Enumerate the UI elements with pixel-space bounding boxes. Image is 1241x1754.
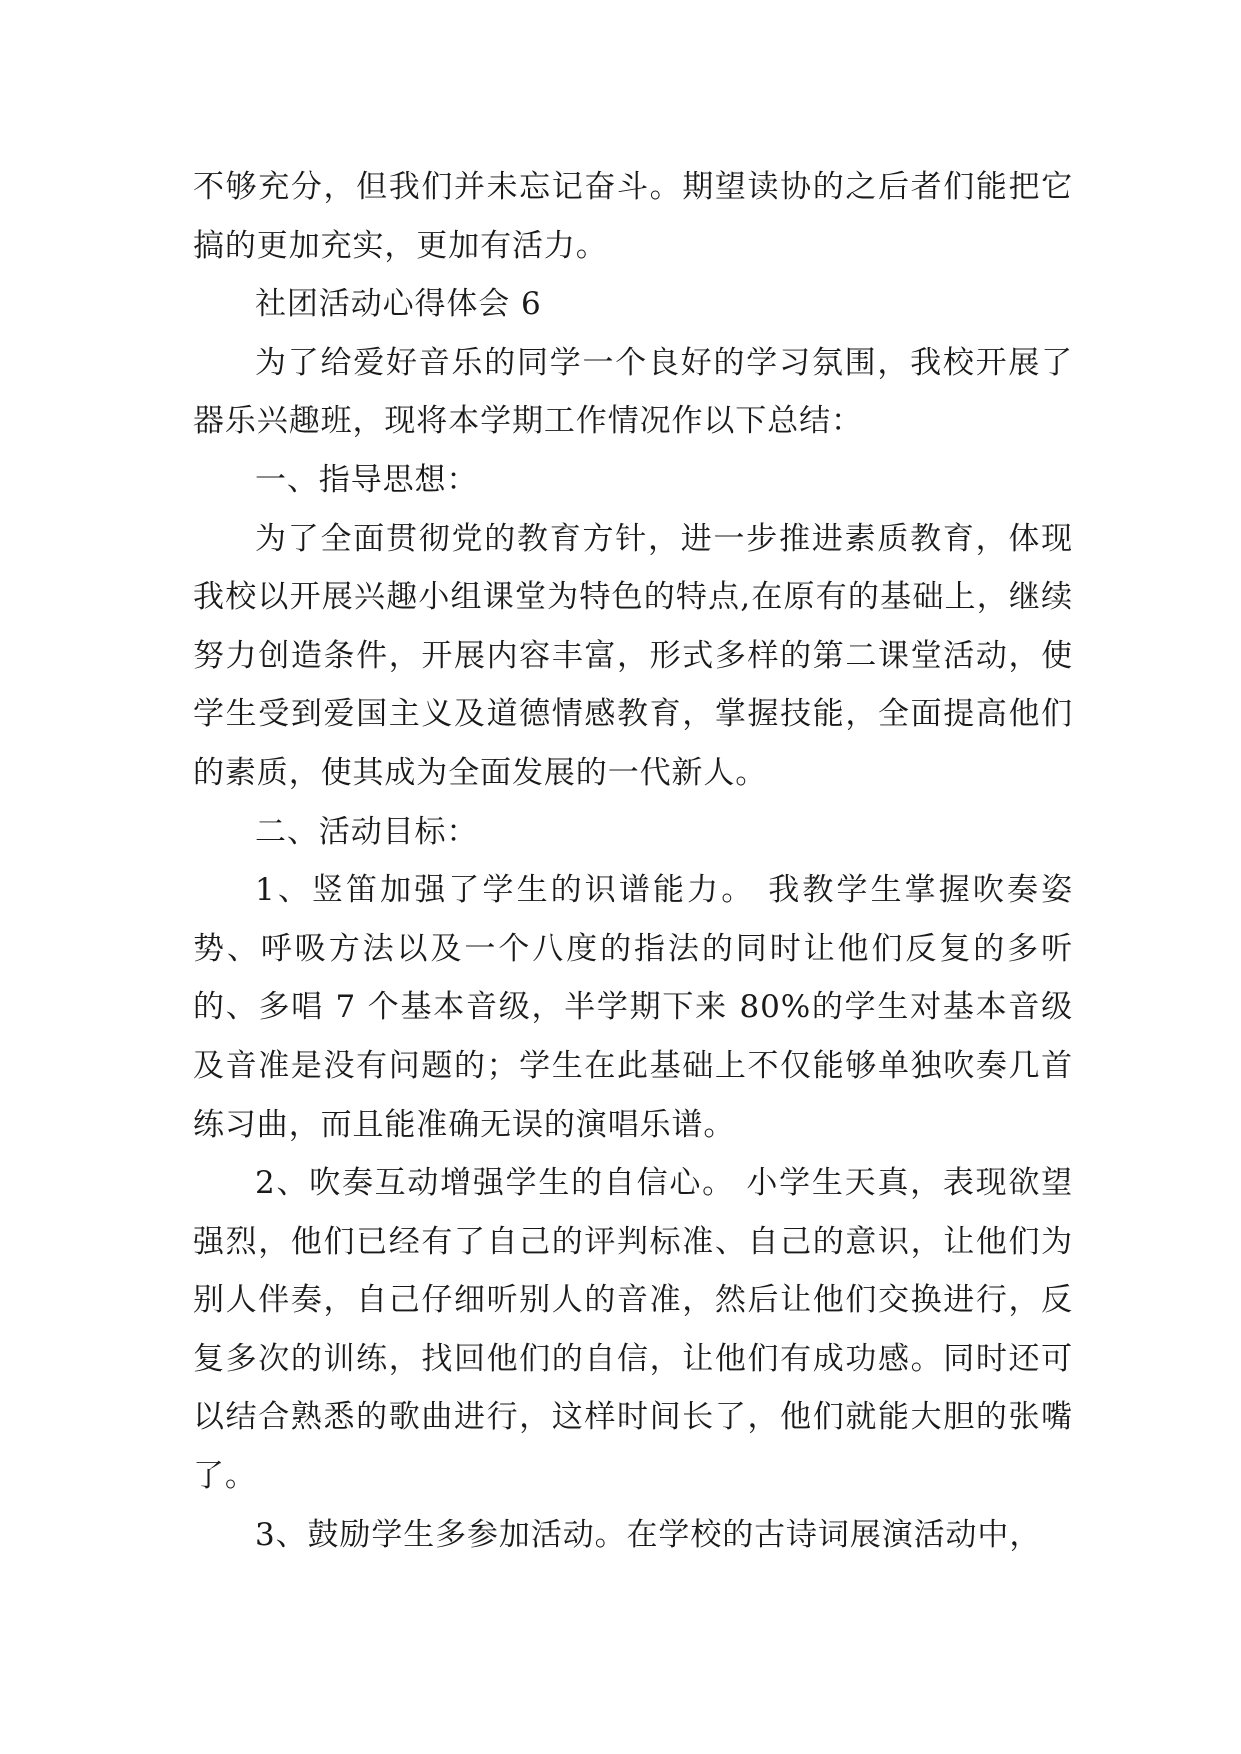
paragraph-goal-1: 1、竖笛加强了学生的识谱能力。 我教学生掌握吹奏姿势、呼吸方法以及一个八度的指法的同时让他们反复的多听的、多唱 7 个基本音级，半学期下来 80%的学生对基本音级及音准是没有问题的；学生在此基础上不仅能够单独吹奏几首练习曲，而且能准确无误的演唱乐谱。 <box>193 872 1073 1143</box>
paragraph-continuation: 不够充分，但我们并未忘记奋斗。期望读协的之后者们能把它搞的更加充实，更加有活力。 <box>193 169 1073 264</box>
paragraph-guiding-thought: 为了全面贯彻党的教育方针，进一步推进素质教育，体现我校以开展兴趣小组课堂为特色的特点,在原有的基础上，继续努力创造条件，开展内容丰富，形式多样的第二课堂活动，使学生受到爱国主义及道德情感教育，掌握技能，全面提高他们的素质，使其成为全面发展的一代新人。 <box>193 520 1073 791</box>
document-body <box>193 158 1073 1564</box>
paragraph-goal-3: 3、鼓励学生多参加活动。在学校的古诗词展演活动中， <box>255 1516 1042 1553</box>
heading-activity-goals: 二、活动目标： <box>255 813 479 850</box>
heading-guiding-thought: 一、指导思想： <box>255 461 479 498</box>
section-title: 社团活动心得体会 6 <box>255 286 542 323</box>
paragraph-intro: 为了给爱好音乐的同学一个良好的学习氛围，我校开展了器乐兴趣班，现将本学期工作情况作以下总结： <box>193 344 1073 440</box>
paragraph-goal-2: 2、吹奏互动增强学生的自信心。 小学生天真，表现欲望强烈，他们已经有了自己的评判标准、自己的意识，让他们为别人伴奏，自己仔细听别人的音准，然后让他们交换进行，反复多次的训练，找回他们的自信，让他们有成功感。同时还可以结合熟悉的歌曲进行，这样时间长了，他们就能大胆的张嘴了。 <box>193 1165 1073 1495</box>
